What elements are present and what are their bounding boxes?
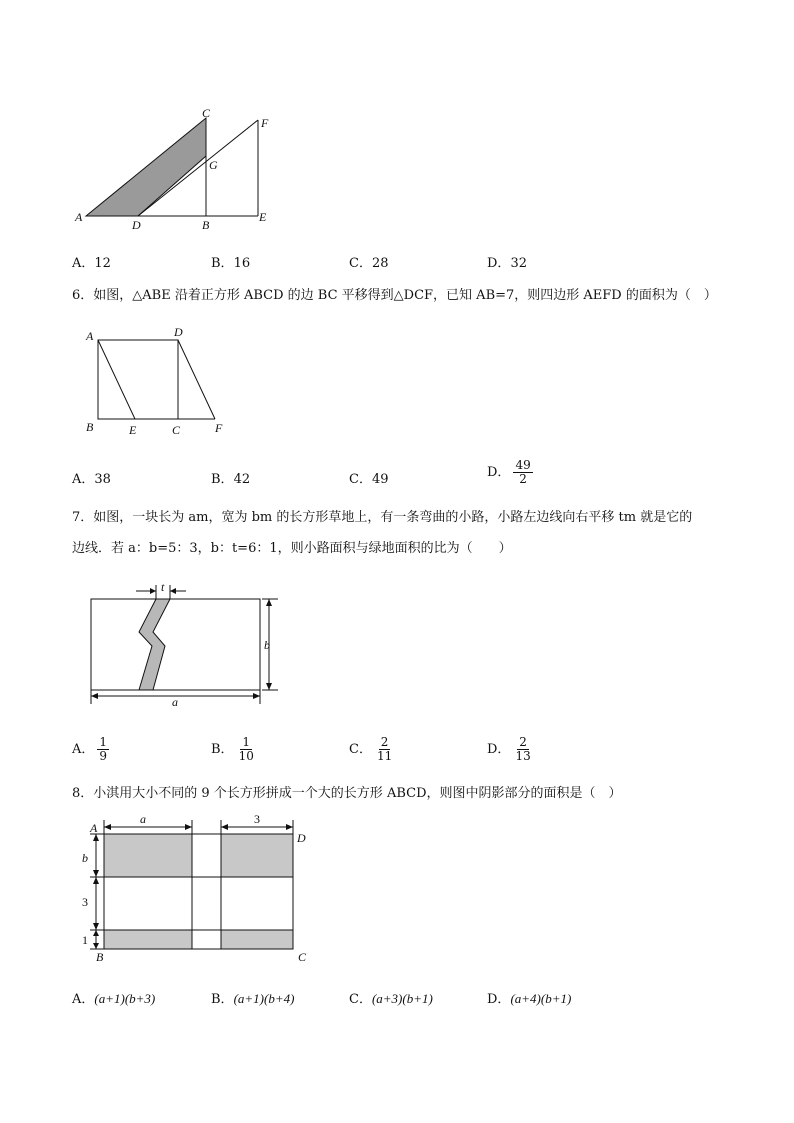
q6-option-b: B．42	[211, 472, 251, 487]
q6-option-c: C．49	[349, 472, 389, 487]
q5-option-c: C．28	[349, 256, 389, 271]
q7-stem-line1: 7．如图，一块长为 am，宽为 bm 的长方形草地上，有一条弯曲的小路，小路左边线向右平移 tm 就是它的	[72, 510, 693, 525]
q8-label-b-dim: b	[82, 851, 88, 865]
q6-label-e: E	[129, 423, 137, 437]
q5-label-d: D	[132, 218, 141, 232]
q6-option-d-fraction: $\frac{49}{2}$	[515, 458, 531, 486]
q8-label-A: A	[90, 821, 98, 835]
q7-option-b: B． $\frac{1}{10}$	[211, 735, 254, 763]
q8-label-a-dim: a	[140, 812, 146, 826]
q6-option-d: D． $\frac{49}{2}$	[487, 458, 531, 486]
q5-option-d: D．32	[487, 256, 527, 271]
q7-option-c: C． $\frac{2}{11}$	[349, 735, 393, 763]
q8-shaded-bottom-left	[104, 930, 192, 949]
q5-label-f: F	[261, 116, 269, 130]
q8-option-c: C．(a+3)(b+1)	[349, 991, 433, 1007]
q7-option-d-fraction: $\frac{2}{13}$	[515, 735, 531, 763]
q5-label-g: G	[209, 158, 218, 172]
q8-label-B: B	[96, 950, 104, 964]
q6-label-f: F	[215, 421, 223, 435]
q6-option-a: A．38	[72, 472, 111, 487]
q5-option-a: A．12	[72, 256, 111, 271]
q7-option-a-fraction: $\frac{1}{9}$	[99, 735, 108, 763]
q8-option-d: D．(a+4)(b+1)	[487, 991, 572, 1007]
q8-label-3-left: 3	[82, 895, 88, 909]
q5-option-b: B．16	[211, 256, 251, 271]
q7-label-t: t	[161, 580, 165, 594]
q5-label-c: C	[202, 106, 211, 120]
q6-label-d: D	[174, 325, 183, 339]
q8-shaded-top-right	[221, 834, 293, 877]
q5-label-b: B	[202, 218, 210, 232]
q8-label-D: D	[297, 831, 306, 845]
q6-label-b: B	[86, 420, 94, 434]
q7-label-a: a	[172, 695, 178, 709]
q8-option-a: A．(a+1)(b+3)	[72, 991, 156, 1007]
q5-label-e: E	[259, 210, 267, 224]
q7-option-d: D． $\frac{2}{13}$	[487, 735, 531, 763]
q7-option-b-fraction: $\frac{1}{10}$	[238, 735, 254, 763]
q5-shaded-region	[86, 118, 206, 216]
q7-label-b: b	[264, 638, 270, 652]
q7-stem-line2: 边线．若 a：b=5：3，b：t=6：1，则小路面积与绿地面积的比为（ ）	[72, 541, 512, 556]
q6-label-a: A	[86, 329, 94, 343]
q7-figure	[86, 580, 286, 710]
q6-stem: 6．如图，△ABE 沿着正方形 ABCD 的边 BC 平移得到△DCF，已知 AB=7，则四边形 AEFD 的面积为（ ）	[72, 288, 717, 303]
q6-figure	[80, 322, 240, 442]
q8-shaded-top-left	[104, 834, 192, 877]
q5-label-a: A	[75, 210, 83, 224]
q7-option-a: A． $\frac{1}{9}$	[72, 735, 108, 763]
q8-shaded-bottom-right	[221, 930, 293, 949]
q7-path-region	[139, 599, 170, 690]
q8-label-1-left: 1	[82, 933, 88, 947]
q8-label-3-top: 3	[254, 812, 260, 826]
q6-label-c: C	[172, 423, 181, 437]
q5-figure	[70, 100, 290, 235]
q8-option-b: B．(a+1)(b+4)	[211, 991, 295, 1007]
q7-option-c-fraction: $\frac{2}{11}$	[376, 735, 393, 763]
q8-label-C: C	[298, 950, 307, 964]
q8-figure	[76, 810, 316, 970]
q8-stem: 8．小淇用大小不同的 9 个长方形拼成一个大的长方形 ABCD，则图中阴影部分的面积是（ ）	[72, 786, 622, 801]
